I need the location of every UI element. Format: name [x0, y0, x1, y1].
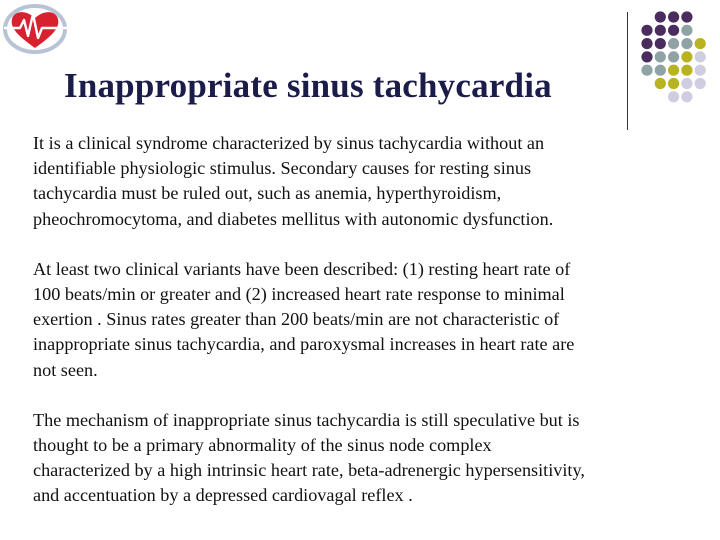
slide-title: Inappropriate sinus tachycardia: [64, 66, 552, 105]
paragraph-mechanism: The mechanism of inappropriate sinus tachycardia is still speculative but is thought to be a primary abnormality of the sinus node complex characterized by a high intrinsic heart rate, beta-adrenergic hypersensitivity, and accentuation by a depressed cardiovagal reflex .: [33, 409, 585, 506]
decorative-dot: [668, 65, 679, 76]
decorative-dot: [641, 25, 652, 36]
slide-body: [33, 131, 683, 534]
decorative-dot: [695, 51, 706, 62]
decorative-dot: [655, 25, 666, 36]
decorative-dot: [655, 11, 666, 22]
paragraph-clinical-variants: At least two clinical variants have been described: (1) resting heart rate of 100 beats/min or greater and (2) increased heart rate response to minimal exertion . Sinus rates greater than 200 beats/min are not characteristic of inappropriate sinus tachycardia, and paroxysmal increases in heart rate are not seen.: [33, 258, 575, 380]
decorative-dot: [681, 78, 692, 89]
decorative-dot: [695, 65, 706, 76]
decorative-dot: [655, 65, 666, 76]
decorative-dot: [655, 51, 666, 62]
heart-ecg-logo-icon: [0, 0, 72, 58]
decorative-dot: [695, 38, 706, 49]
decorative-dot: [681, 65, 692, 76]
decorative-dot: [695, 78, 706, 89]
decorative-dot: [681, 51, 692, 62]
decorative-dot: [641, 65, 652, 76]
decorative-dot: [681, 25, 692, 36]
decorative-dot: [641, 51, 652, 62]
decorative-dot: [668, 38, 679, 49]
decorative-dot-grid: [0, 0, 720, 130]
decorative-dot: [655, 78, 666, 89]
paragraph-definition: It is a clinical syndrome characterized by sinus tachycardia without an identifiable physiologic stimulus. Secondary causes for resting sinus tachycardia must be ruled out, such as anemia, hyperthyroidism, pheochromocytoma, and diabetes mellitus with autonomic dysfunction.: [33, 133, 554, 229]
vertical-divider: [627, 12, 628, 130]
decorative-dot: [681, 38, 692, 49]
decorative-dot: [681, 11, 692, 22]
decorative-dot: [668, 51, 679, 62]
decorative-dot: [641, 38, 652, 49]
decorative-dot: [681, 91, 692, 102]
decorative-dot: [655, 38, 666, 49]
decorative-dot: [668, 91, 679, 102]
decorative-dot: [668, 11, 679, 22]
decorative-dot: [668, 25, 679, 36]
decorative-dot: [668, 78, 679, 89]
